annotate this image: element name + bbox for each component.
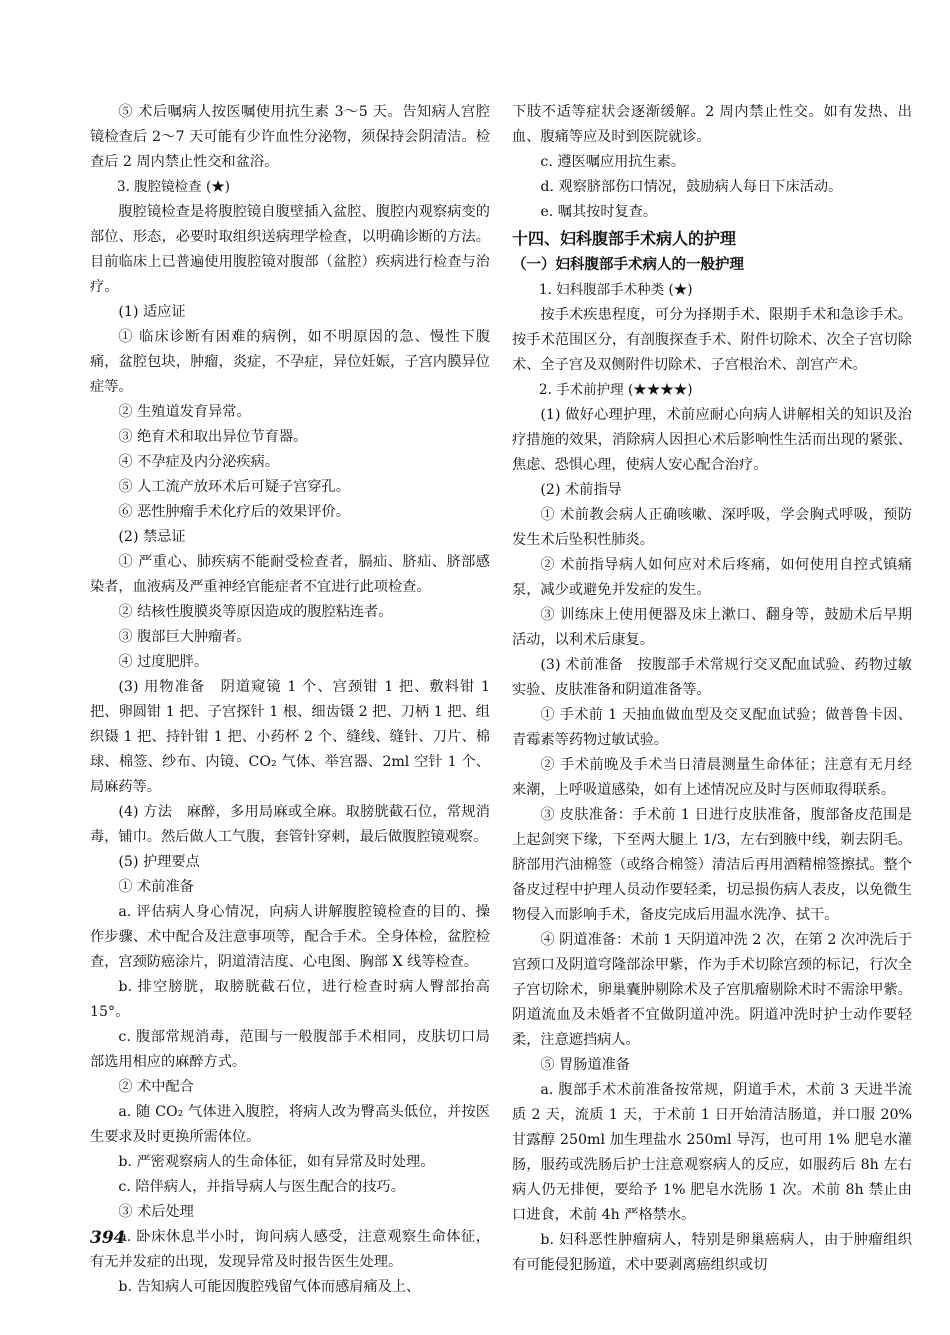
paragraph: (3) 用物准备 阴道窥镜 1 个、宫颈钳 1 把、敷料钳 1 把、卵圆钳 1 把、子宫探针 1 根、细齿镊 2 把、刀柄 1 把、组织镊 1 把、持针钳 1 把、小药杯 2 个、缝线、缝针、刀片、棉球、棉签、纱布、内镜、CO₂ 气体、举宫器、2ml 空针 1 个、局麻药等。 xyxy=(90,679,490,795)
paragraph: a. 评估病人身心情况，向病人讲解腹腔镜检查的目的、操作步骤、术中配合及注意事项等，配合手术。全身体检，盆腔检查，宫颈防癌涂片，阴道清洁度、心电图、胸部 X 线等检查。 xyxy=(90,904,490,970)
paragraph: ⑥ 恶性肿瘤手术化疗后的效果评价。 xyxy=(118,504,350,520)
paragraph: (5) 护理要点 xyxy=(118,854,200,870)
paragraph: a. 腹部手术术前准备按常规，阴道手术，术前 3 天进半流质 2 天，流质 1 天，于术前 1 日开始清洁肠道，并口服 20% 甘露醇 250ml 加生理盐水 250ml 导泻，也可用 1% 肥皂水灌肠，服药或洗肠后护士注意观察病人的反应，如服药后 8h 左右病人仍无排便，要给予 1% 肥皂水洗肠 1 次。术前 8h 禁止由口进食，术前 4h 严格禁水。 xyxy=(512,1082,912,1223)
paragraph: b. 排空膀胱，取膀胱截石位，进行检查时病人臀部抬高 15°。 xyxy=(90,979,490,1020)
right-column xyxy=(512,100,912,1278)
paragraph: ④ 阴道准备：术前 1 天阴道冲洗 2 次，在第 2 次冲洗后于宫颈口及阴道穹隆部涂甲紫，作为手术切除宫颈的标记，行次全子宫切除术，卵巢囊肿剔除术及子宫肌瘤剔除术时不需涂甲紫。阴道流血及未婚者不宜做阴道冲洗。阴道冲洗时护士动作要轻柔，注意遮挡病人。 xyxy=(512,932,912,1048)
paragraph: (2) 术前指导 xyxy=(540,482,622,498)
paragraph: 3. 腹腔镜检查 (★) xyxy=(117,179,230,195)
paragraph: 1. 妇科腹部手术种类 (★) xyxy=(539,282,693,298)
paragraph: ③ 术后处理 xyxy=(118,1204,194,1220)
paragraph: ① 术前教会病人正确咳嗽、深呼吸，学会胸式呼吸，预防发生术后坠积性肺炎。 xyxy=(512,507,912,548)
paragraph: ② 生殖道发育异常。 xyxy=(118,404,251,420)
paragraph: (3) 术前准备 按腹部手术常规行交叉配血试验、药物过敏实验、皮肤准备和阴道准备等。 xyxy=(512,657,912,698)
paragraph: c. 腹部常规消毒，范围与一般腹部手术相同，皮肤切口局部选用相应的麻醉方式。 xyxy=(90,1029,490,1070)
paragraph: 按手术疾患程度，可分为择期手术、限期手术和急诊手术。按手术范围区分，有剖腹探查手术、附件切除术、次全子宫切除术、全子宫及双侧附件切除术、子宫根治术、剖宫产术。 xyxy=(512,307,912,373)
paragraph: 下肢不适等症状会逐渐缓解。2 周内禁止性交。如有发热、出血、腹痛等应及时到医院就诊。 xyxy=(512,104,912,145)
paragraph: 腹腔镜检查是将腹腔镜自腹壁插入盆腔、腹腔内观察病变的部位、形态，必要时取组织送病理学检查，以明确诊断的方法。目前临床上已普遍使用腹腔镜对腹部（盆腔）疾病进行检查与治疗。 xyxy=(90,204,490,295)
paragraph: e. 嘱其按时复查。 xyxy=(540,204,658,220)
paragraph: (4) 方法 麻醉，多用局麻或全麻。取膀胱截石位，常规消毒，铺巾。然后做人工气腹，套管针穿刺，最后做腹腔镜观察。 xyxy=(90,804,490,845)
paragraph: c. 遵医嘱应用抗生素。 xyxy=(540,154,686,170)
paragraph: d. 观察脐部伤口情况，鼓励病人每日下床活动。 xyxy=(540,179,843,195)
paragraph: (2) 禁忌证 xyxy=(118,529,186,545)
paragraph: b. 严密观察病人的生命体征，如有异常及时处理。 xyxy=(118,1154,435,1170)
paragraph: a. 卧床休息半小时，询问病人感受，注意观察生命体征，有无并发症的出现，发现异常及时报告医生处理。 xyxy=(90,1229,490,1270)
paragraph: ⑤ 术后嘱病人按医嘱使用抗生素 3～5 天。告知病人宫腔镜检查后 2～7 天可能有少许血性分泌物，须保持会阴清洁。检查后 2 周内禁止性交和盆浴。 xyxy=(90,104,490,170)
paragraph: ① 临床诊断有困难的病例，如不明原因的急、慢性下腹痛，盆腔包块，肿瘤，炎症，不孕症，异位妊娠，子宫内膜异位症等。 xyxy=(90,329,490,395)
page-number: 394 xyxy=(90,1228,126,1248)
paragraph: (1) 适应证 xyxy=(118,304,186,320)
paragraph: ④ 不孕症及内分泌疾病。 xyxy=(118,454,279,470)
paragraph: ② 结核性腹膜炎等原因造成的腹腔粘连者。 xyxy=(118,604,393,620)
subsection-heading: （一）妇科腹部手术病人的一般护理 xyxy=(512,257,744,273)
paragraph: ⑤ 人工流产放环术后可疑子宫穿孔。 xyxy=(118,479,350,495)
paragraph: ③ 绝育术和取出异位节育器。 xyxy=(118,429,308,445)
section-heading: 十四、妇科腹部手术病人的护理 xyxy=(512,229,737,248)
paragraph: ① 手术前 1 天抽血做血型及交叉配血试验；做普鲁卡因、青霉素等药物过敏试验。 xyxy=(512,707,912,748)
paragraph: ① 严重心、肺疾病不能耐受检查者，膈疝、脐疝、脐部感染者，血液病及严重神经官能症者不宜进行此项检查。 xyxy=(90,554,490,595)
paragraph: a. 随 CO₂ 气体进入腹腔，将病人改为臀高头低位，并按医生要求及时更换所需体位。 xyxy=(90,1104,490,1145)
left-column xyxy=(90,100,490,1300)
paragraph: b. 告知病人可能因腹腔残留气体而感肩痛及上、 xyxy=(118,1279,421,1295)
paragraph: ② 术中配合 xyxy=(118,1079,194,1095)
paragraph: ① 术前准备 xyxy=(118,879,194,895)
paragraph: ③ 皮肤准备：手术前 1 日进行皮肤准备，腹部备皮范围是上起剑突下缘，下至两大腿上 1/3，左右到腋中线，剃去阴毛。脐部用汽油棉签（或络合棉签）清洁后再用酒精棉签擦拭。整个备皮过程中护理人员动作要轻柔，切忌损伤病人表皮，以免微生物侵入而影响手术，备皮完成后用温水洗净、拭干。 xyxy=(512,807,912,923)
paragraph: b. 妇科恶性肿瘤病人，特别是卵巢癌病人，由于肿瘤组织有可能侵犯肠道，术中要剥离癌组织或切 xyxy=(512,1232,912,1273)
paragraph: ⑤ 胃肠道准备 xyxy=(540,1057,631,1073)
paragraph: ② 手术前晚及手术当日清晨测量生命体征；注意有无月经来潮，上呼吸道感染，如有上述情况应及时与医师取得联系。 xyxy=(512,757,912,798)
paragraph: ② 术前指导病人如何应对术后疼痛，如何使用自控式镇痛泵，减少或避免并发症的发生。 xyxy=(512,557,912,598)
paragraph: 2. 手术前护理 (★★★★) xyxy=(539,382,693,398)
paragraph: ④ 过度肥胖。 xyxy=(118,654,209,670)
paragraph: c. 陪伴病人，并指导病人与医生配合的技巧。 xyxy=(118,1179,405,1195)
paragraph: ③ 腹部巨大肿瘤者。 xyxy=(118,629,251,645)
paragraph: ③ 训练床上使用便器及床上漱口、翻身等，鼓励术后早期活动，以利术后康复。 xyxy=(512,607,912,648)
paragraph: (1) 做好心理护理，术前应耐心向病人讲解相关的知识及治疗措施的效果，消除病人因担心术后影响性生活而出现的紧张、焦虑、恐惧心理，使病人安心配合治疗。 xyxy=(512,407,912,473)
